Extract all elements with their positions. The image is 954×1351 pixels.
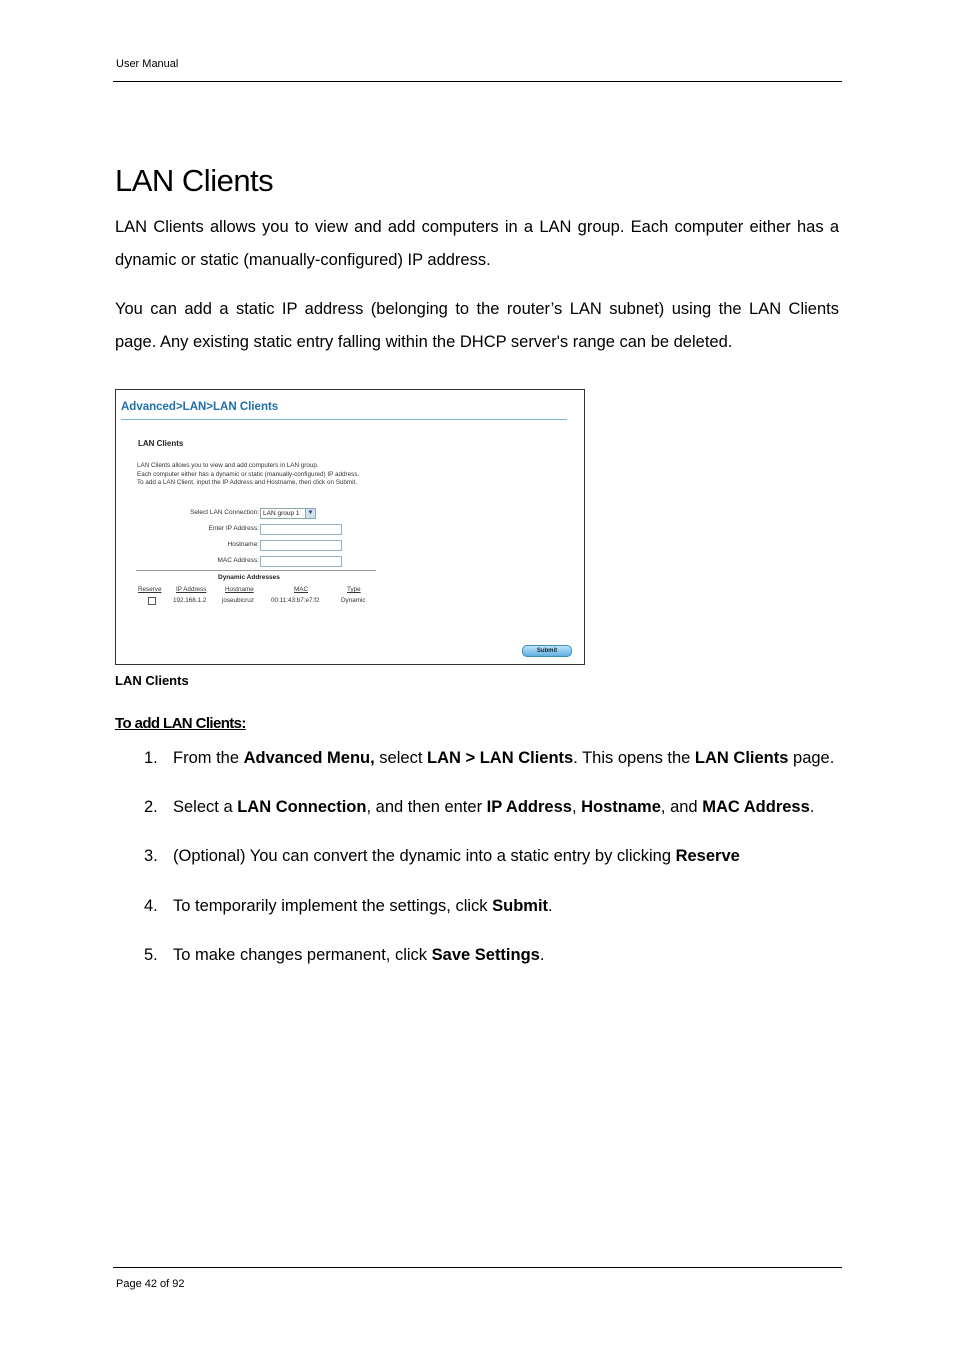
step-run: . <box>539 946 545 964</box>
footer-divider <box>113 1267 842 1268</box>
step-emphasis: MAC Address <box>702 798 810 816</box>
page-footer: Page 42 of 92 <box>116 1278 185 1290</box>
step-number: 3. <box>144 847 158 865</box>
page-title: LAN Clients <box>115 163 274 198</box>
step-emphasis: LAN > LAN Clients <box>427 749 574 767</box>
lan-connection-label: Select LAN Connection: <box>189 509 259 516</box>
step-emphasis: Hostname <box>581 798 661 816</box>
step-emphasis: Advanced Menu, <box>243 749 375 767</box>
header-divider <box>113 81 842 82</box>
step-number: 2. <box>144 798 158 816</box>
ip-address-input[interactable] <box>260 524 342 535</box>
step-emphasis: Reserve <box>675 847 740 865</box>
step-emphasis: IP Address <box>486 798 572 816</box>
step-run: . This opens the <box>573 749 695 767</box>
step-number: 1. <box>144 749 158 767</box>
column-header-mac: MAC <box>294 586 308 593</box>
static-ip-paragraph: You can add a static IP address (belonging to the router’s LAN subnet) using the LAN Clients page. Any existing static entry falling within the DHCP server's range can be deleted. <box>115 300 839 351</box>
step-text <box>173 749 834 768</box>
mac-address-label: MAC Address: <box>217 557 259 564</box>
dynamic-addresses-title: Dynamic Addresses <box>218 574 280 581</box>
chevron-down-icon: ▼ <box>305 509 315 518</box>
step-run: (Optional) You can convert the dynamic into a static entry by clicking <box>173 847 676 865</box>
step-emphasis: Save Settings <box>431 946 540 964</box>
lan-clients-screenshot <box>115 389 585 665</box>
row-ip: 192.168.1.2 <box>173 597 207 604</box>
step-emphasis: Submit <box>492 897 549 915</box>
table-divider <box>136 570 376 571</box>
row-mac: 00:11:43:b7:e7:f2 <box>271 597 320 604</box>
step-emphasis: LAN Clients <box>694 749 789 767</box>
description-line: To add a LAN Client, input the IP Address and Hostname, then click on Submit. <box>137 479 358 486</box>
lan-connection-value: LAN group 1 <box>263 510 300 517</box>
description-line: LAN Clients allows you to view and add computers in LAN group. <box>137 462 319 469</box>
section-description <box>137 462 359 488</box>
section-title: LAN Clients <box>138 439 184 448</box>
step-text <box>173 946 544 965</box>
step-text <box>173 847 740 866</box>
lan-connection-select[interactable] <box>260 508 316 519</box>
row-type: Dynamic <box>341 597 366 604</box>
column-header-type: Type <box>347 586 361 593</box>
step-text <box>173 897 553 916</box>
hostname-input[interactable] <box>260 540 342 551</box>
intro-paragraph: LAN Clients allows you to view and add computers in a LAN group. Each computer either has a dynamic or static (manually-configured) IP address. <box>115 218 839 269</box>
breadcrumb: Advanced>LAN>LAN Clients <box>121 401 279 413</box>
ip-address-label: Enter IP Address: <box>208 525 259 532</box>
figure-caption: LAN Clients <box>115 673 189 688</box>
step-text <box>173 798 814 817</box>
step-run: , and then enter <box>366 798 487 816</box>
step-run: . <box>809 798 815 816</box>
step-run: page. <box>788 749 835 767</box>
step-run: , and <box>660 798 703 816</box>
column-header-ip: IP Address <box>176 586 207 593</box>
mac-address-input[interactable] <box>260 556 342 567</box>
column-header-hostname: Hostname <box>225 586 254 593</box>
page-header: User Manual <box>116 58 179 70</box>
step-run: To temporarily implement the settings, click <box>173 897 493 915</box>
step-run: select <box>374 749 427 767</box>
procedure-heading: To add LAN Clients: <box>115 715 246 732</box>
step-run: Select a <box>173 798 238 816</box>
reserve-checkbox[interactable] <box>148 597 156 605</box>
row-hostname: joseubicruz <box>222 597 254 604</box>
step-run: To make changes permanent, click <box>173 946 432 964</box>
submit-button[interactable]: Submit <box>522 645 572 657</box>
column-header-reserve: Reserve <box>138 586 162 593</box>
step-number: 5. <box>144 946 158 964</box>
step-run: , <box>571 798 582 816</box>
breadcrumb-divider <box>121 419 567 420</box>
description-line: Each computer either has a dynamic or static (manually-configured) IP address. <box>137 470 360 478</box>
step-emphasis: LAN Connection <box>237 798 367 816</box>
step-run: . <box>548 897 553 915</box>
hostname-label: Hostname: <box>227 541 259 548</box>
step-number: 4. <box>144 897 158 915</box>
step-run: From the <box>173 749 244 767</box>
